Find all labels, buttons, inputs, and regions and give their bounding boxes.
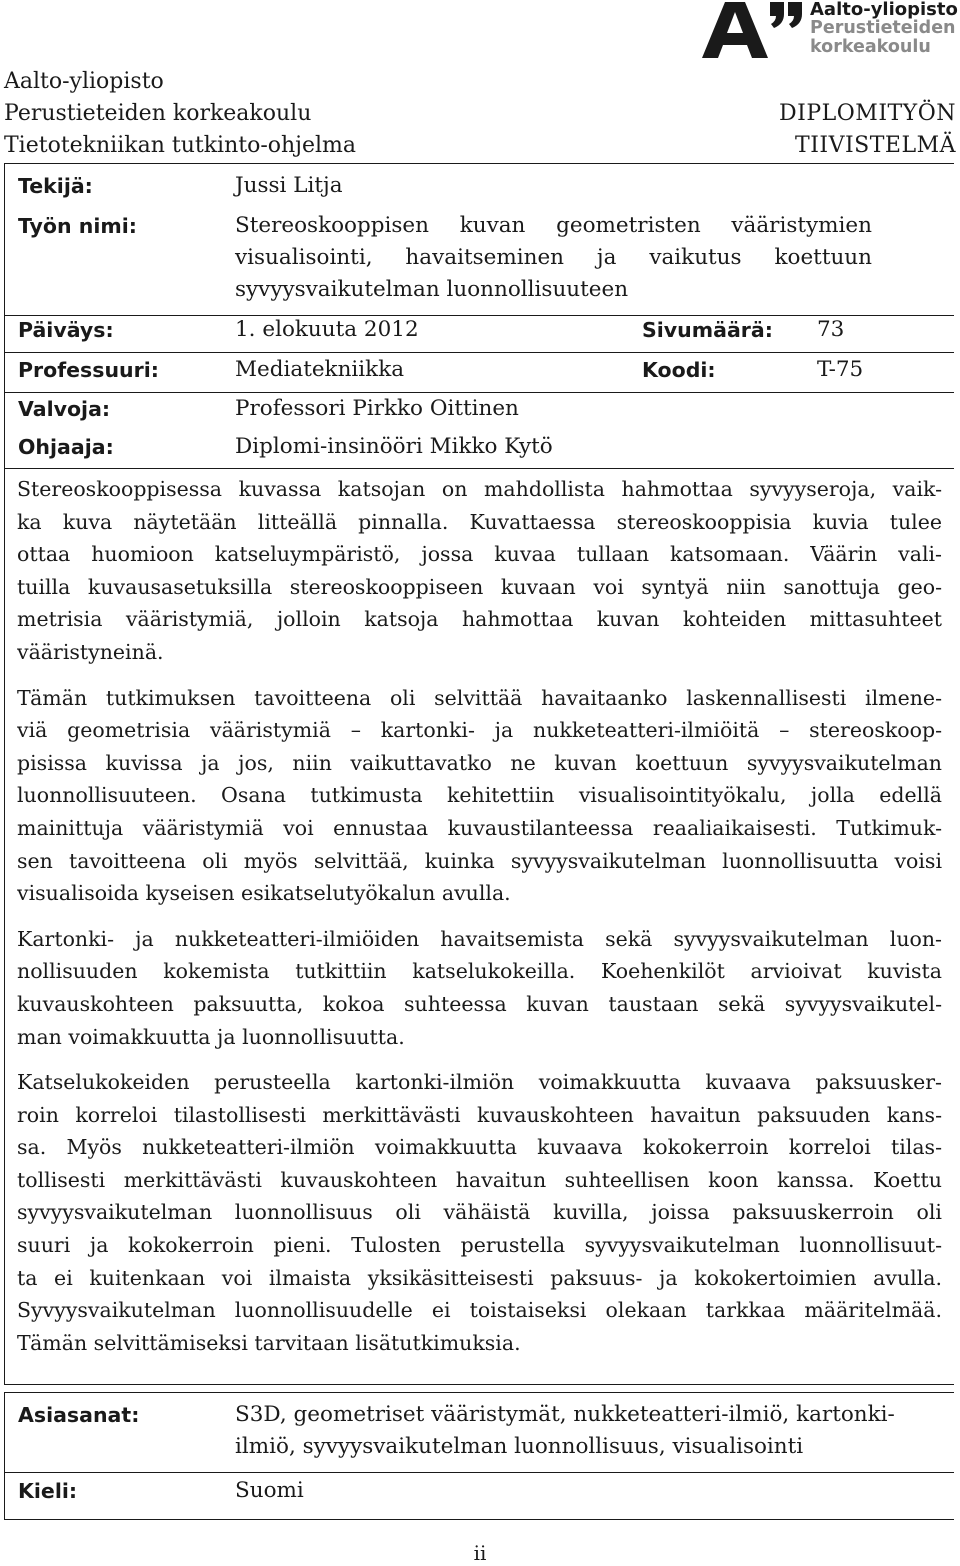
divider [5, 468, 954, 469]
abstract-box [4, 163, 954, 1385]
abstract-line: Tämän tutkimuksen tavoitteena oli selvittää havaitaanko laskennallisesti ilmene- [17, 685, 942, 710]
language-value: Suomi [235, 1478, 304, 1503]
abstract-text [17, 473, 942, 1372]
divider [5, 392, 954, 393]
pages-value: 73 [817, 317, 845, 342]
title-line-2: visualisointi, havaitseminen ja vaikutus koettuun [235, 245, 872, 270]
abstract-line: sen tavoitteena oli myös selvittää, kuinka syvyysvaikutelman luonnollisuutta voisi [17, 848, 942, 873]
abstract-line: tuilla kuvausasetuksilla stereoskooppiseen kuvaan voi syntyä niin sanottuja geo- [17, 574, 942, 599]
pages-label: Sivumäärä: [642, 318, 773, 342]
abstract-line: vääristyneinä. [17, 639, 164, 664]
abstract-line: ta ei kuitenkaan voi ilmaista yksikäsitteisesti paksuus- ja kokokertoimien avulla. [17, 1265, 942, 1290]
keywords-box [4, 1392, 954, 1520]
aalto-logo [700, 0, 960, 64]
doctype-line-1: DIPLOMITYÖN [779, 101, 956, 126]
university-name: Aalto-yliopisto [4, 69, 164, 94]
date-value: 1. elokuuta 2012 [235, 317, 419, 342]
abstract-line: Syvyysvaikutelman luonnollisuudelle ei toistaiseksi olekaan tarkkaa määritelmää. [17, 1298, 942, 1323]
title-line-1: Stereoskooppisen kuvan geometristen vääristymien [235, 213, 872, 238]
abstract-line: kuvauskohteen paksuutta, kokoa suhteessa kuvan taustaan sekä syvyysvaikutel- [17, 991, 942, 1016]
programme-name: Tietotekniikan tutkinto-ohjelma [4, 133, 357, 158]
school-name: Perustieteiden korkeakoulu [4, 101, 312, 126]
abstract-paragraph [17, 923, 942, 1053]
abstract-line: sa. Myös nukketeatteri-ilmiön voimakkuutta kuvaava kokokerroin korreloi tilas- [17, 1135, 942, 1160]
doctype-line-2: TIIVISTELMÄ [795, 133, 956, 158]
logo-line-university: Aalto-yliopisto [810, 0, 958, 20]
abstract-line: tollisesti merkittävästi kuvauskohteen havaitun suhteellisen koon kanssa. Koettu [17, 1167, 942, 1192]
author-label: Tekijä: [18, 174, 93, 198]
abstract-line: ottaa huomioon katseluympäristö, jossa kuvaa tullaan katsomaan. Väärin vali- [17, 542, 942, 567]
supervisor-value: Professori Pirkko Oittinen [235, 396, 519, 421]
divider [5, 352, 954, 353]
logo-line-school-2: korkeakoulu [810, 37, 931, 57]
code-value: T-75 [817, 357, 864, 382]
professorship-value: Mediatekniikka [235, 357, 405, 382]
title-label: Työn nimi: [18, 214, 137, 238]
abstract-line: man voimakkuutta ja luonnollisuutta. [17, 1024, 405, 1049]
keywords-line-2: ilmiö, syvyysvaikutelman luonnollisuus, visualisointi [235, 1434, 804, 1459]
code-label: Koodi: [642, 358, 716, 382]
logo-line-school-1: Perustieteiden [810, 18, 956, 38]
instructor-label: Ohjaaja: [18, 435, 114, 459]
abstract-line: viä geometrisia vääristymiä – kartonki- ja nukketeatteri-ilmiöitä – stereoskoop- [17, 718, 942, 743]
divider [5, 1472, 954, 1473]
abstract-line: syvyysvaikutelman luonnollisuus oli vähäistä kuvilla, joissa paksuuskerroin oli [17, 1200, 942, 1225]
supervisor-label: Valvoja: [18, 397, 111, 421]
logo-wordmark [810, 0, 960, 57]
page-number: ii [473, 1541, 487, 1565]
abstract-paragraph [17, 1066, 942, 1359]
abstract-line: roin korreloi tilastollisesti merkittävästi kuvauskohteen havaitun paksuuden kans- [17, 1102, 942, 1127]
keywords-line-1: S3D, geometriset vääristymät, nukketeatteri-ilmiö, kartonki- [235, 1402, 895, 1427]
language-label: Kieli: [18, 1479, 78, 1503]
document-type [779, 98, 956, 162]
professorship-label: Professuuri: [18, 358, 159, 382]
abstract-line: mainittuja vääristymiä voi ennustaa kuvaustilanteessa reaaliaikaisesti. Tutkimuk- [17, 815, 942, 840]
abstract-line: metrisia vääristymiä, jolloin katsoja hahmottaa kuvan kohteiden mittasuhteet [17, 607, 942, 632]
abstract-paragraph [17, 682, 942, 910]
abstract-line: Stereoskooppisessa kuvassa katsojan on mahdollista hahmottaa syvyyseroja, vaik- [17, 477, 942, 501]
divider [5, 315, 954, 316]
institution-block [4, 66, 356, 162]
abstract-line: nollisuuden kokemista tutkittiin katselukokeilla. Koehenkilöt arvioivat kuvista [17, 959, 942, 984]
abstract-line: visualisoida kyseisen esikatselutyökalun avulla. [17, 881, 511, 906]
aalto-a-logo-icon [700, 0, 805, 60]
abstract-paragraph [17, 473, 942, 669]
date-label: Päiväys: [18, 318, 114, 342]
abstract-line: Tämän selvittämiseksi tarvitaan lisätutkimuksia. [17, 1330, 521, 1355]
abstract-line: luonnollisuuteen. Osana tutkimusta kehitettiin visualisointityökalu, jolla edellä [17, 783, 942, 808]
abstract-line: Kartonki- ja nukketeatteri-ilmiöiden havaitsemista sekä syvyysvaikutelman luon- [17, 926, 942, 951]
abstract-line: Katselukokeiden perusteella kartonki-ilmiön voimakkuutta kuvaava paksuusker- [17, 1070, 942, 1095]
abstract-line: pisissa kuvissa ja jos, niin vaikuttavatko ne kuvan koettuun syvyysvaikutelman [17, 750, 942, 775]
author-value: Jussi Litja [235, 173, 343, 198]
abstract-line: suuri ja kokokerroin pieni. Tulosten perustella syvyysvaikutelman luonnollisuut- [17, 1233, 942, 1258]
instructor-value: Diplomi-insinööri Mikko Kytö [235, 434, 553, 459]
title-line-3: syvyysvaikutelman luonnollisuuteen [235, 277, 629, 302]
abstract-line: ka kuva näytetään litteällä pinnalla. Kuvattaessa stereoskooppisia kuvia tulee [17, 509, 942, 534]
keywords-label: Asiasanat: [18, 1403, 140, 1427]
